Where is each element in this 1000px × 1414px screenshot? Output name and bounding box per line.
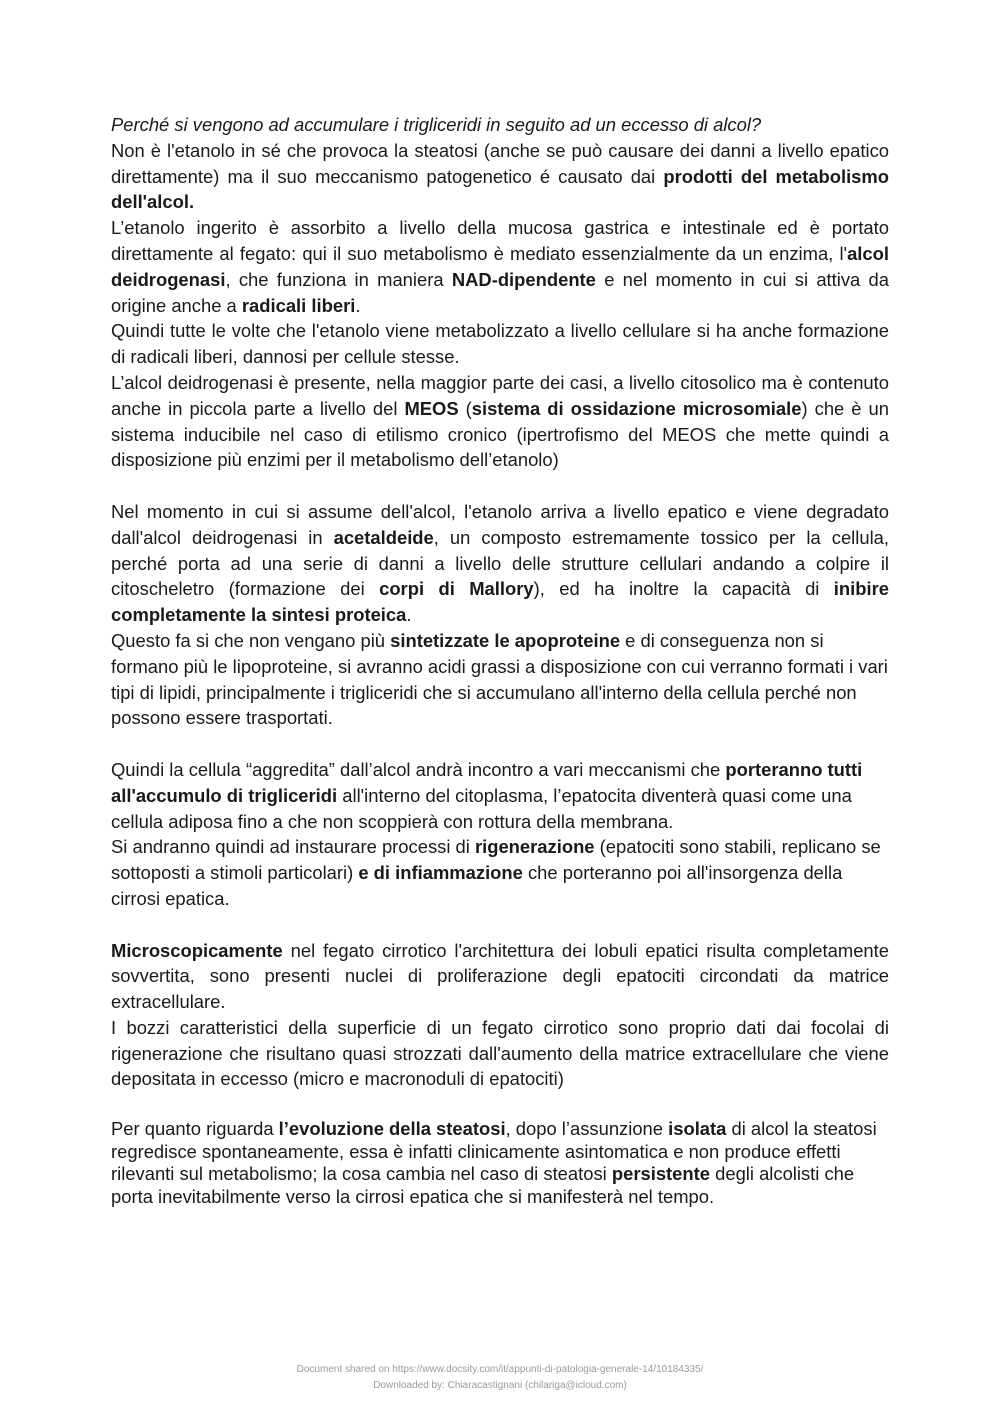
- text-run: .: [406, 604, 412, 626]
- paragraph-etanolo-assorbimento: [111, 215, 889, 318]
- document-body: [111, 112, 889, 1208]
- paragraph-accumulo-trigliceridi: [111, 757, 889, 834]
- bold-text: rigenerazione: [474, 836, 595, 858]
- text-run: ), ed ha inoltre la capacità di: [533, 578, 834, 600]
- paragraph-radicali-liberi: [111, 318, 889, 370]
- text-run: Nel momento in cui si assume dell'alcol, l'etanolo arriva a livello epatico e viene degradato dall'alcol deidrogenasi in: [111, 500, 889, 548]
- bold-text: persistente: [611, 1163, 710, 1185]
- footer-downloaded-by: Downloaded by: Chiaracastignani (chilariga@icloud.com): [373, 1380, 627, 1391]
- bold-text: sintetizzate le apoproteine: [390, 629, 621, 651]
- bold-text: isolata: [668, 1118, 727, 1140]
- text-run: , un composto estremamente tossico per la cellula, perché porta ad una serie di danni a livello delle strutture cellulari andando a colpire il citoscheletro (formazione dei: [111, 526, 889, 600]
- text-run: di alcol la steatosi regredisce spontaneamente, essa è infatti clinicamente asintomatica e non produce effetti rilevanti sul metabolismo; la cosa cambia nel caso di steatosi: [111, 1118, 877, 1185]
- text-run: L’etanolo ingerito è assorbito a livello della mucosa gastrica e intestinale ed è portato direttamente al fegato: qui il suo metabolismo è mediato essenzialmente da un enzima, l': [111, 217, 889, 264]
- bold-text: MEOS: [404, 397, 459, 419]
- bold-text: l’evoluzione della steatosi: [278, 1118, 506, 1140]
- bold-text: alcol deidrogenasi: [111, 242, 889, 290]
- text-run: Quindi la cellula “aggredita” dall’alcol andrà incontro a vari meccanismi che: [111, 758, 726, 780]
- text-run: ) che è un sistema inducibile nel caso di etilismo cronico (ipertrofismo del MEOS che mette quindi a disposizione più enzimi per il metabolismo dell’etanolo): [111, 397, 889, 471]
- bold-text: acetaldeide: [333, 526, 434, 548]
- question-text: Perché si vengono ad accumulare i trigliceridi in seguito ad un eccesso di alcol?: [111, 114, 762, 135]
- text-run: Non è l'etanolo in sé che provoca la steatosi (anche se può causare dei danni a livello epatico direttamente) ma il suo meccanismo patogenetico é causato dai: [111, 139, 889, 187]
- paragraph-evoluzione-steatosi: [111, 1118, 889, 1208]
- text-run: Si andranno quindi ad instaurare processi di: [111, 836, 475, 858]
- text-run: e nel momento in cui si attiva da origine anche a: [111, 268, 889, 316]
- text-run: , che funziona in maniera: [225, 268, 452, 290]
- text-run: (epatociti sono stabili, replicano se sottoposti a stimoli particolari): [111, 836, 881, 884]
- bold-text: e di infiammazione: [358, 862, 523, 884]
- paragraph-bozzi: [111, 1015, 889, 1092]
- bold-text: prodotti del metabolismo dell'alcol.: [111, 165, 889, 213]
- text-run: che porteranno poi all'insorgenza della cirrosi epatica.: [111, 862, 843, 909]
- paragraph-acetaldeide: [111, 499, 889, 628]
- text-run: .: [355, 294, 361, 316]
- paragraph-spacer: [111, 912, 889, 938]
- bold-text: sistema di ossidazione microsomiale: [471, 397, 802, 419]
- bold-text: NAD-dipendente: [451, 268, 596, 290]
- paragraph-meos: [111, 370, 889, 473]
- footer-shared-url: Document shared on https://www.docsity.com/it/appunti-di-patologia-generale-14/10184335/: [296, 1364, 704, 1375]
- paragraph-spacer: [111, 473, 889, 499]
- text-run: (: [458, 397, 472, 419]
- bold-text: porteranno tutti all'accumulo di trigliceridi: [111, 758, 863, 806]
- paragraph-spacer: [111, 1092, 889, 1118]
- paragraph-microscopicamente: [111, 938, 889, 1015]
- question-paragraph: [111, 112, 889, 138]
- paragraph-rigenerazione: [111, 834, 889, 911]
- text-run: e di conseguenza non si formano più le lipoproteine, si avranno acidi grassi a disposizione con cui verranno formati i vari tipi di lipidi, principalmente i trigliceridi che si accumulano all'interno della cellula perché non possono essere trasportati.: [111, 629, 888, 729]
- text-run: , dopo l’assunzione: [505, 1118, 669, 1140]
- text-run: Quindi tutte le volte che l'etanolo viene metabolizzato a livello cellulare si ha anche formazione di radicali liberi, dannosi per cellule stesse.: [111, 320, 889, 368]
- paragraph-steatosi-cause: [111, 138, 889, 215]
- text-run: all'interno del citoplasma, l’epatocita diventerà quasi come una cellula adiposa fino a che non scoppierà con rottura della membrana.: [111, 784, 852, 832]
- text-run: I bozzi caratteristici della superficie di un fegato cirrotico sono proprio dati dai focolai di rigenerazione che risultano quasi strozzati dall'aumento della matrice extracellulare che viene depositata in eccesso (micro e macronoduli di epatociti): [111, 1016, 889, 1090]
- bold-text: corpi di Mallory: [379, 578, 534, 600]
- paragraph-apoproteine: [111, 628, 889, 731]
- text-run: degli alcolisti che porta inevitabilmente verso la cirrosi epatica che si manifesterà nel tempo.: [111, 1163, 855, 1207]
- bold-text: inibire completamente la sintesi proteica: [111, 578, 889, 626]
- text-run: nel fegato cirrotico l'architettura dei lobuli epatici risulta completamente sovvertita, sono presenti nuclei di proliferazione degli epatociti circondati da matrice extracellulare.: [111, 939, 889, 1013]
- text-run: Questo fa si che non vengano più: [111, 629, 391, 651]
- bold-text: radicali liberi: [241, 294, 356, 316]
- text-run: L’alcol deidrogenasi è presente, nella maggior parte dei casi, a livello citosolico ma è contenuto anche in piccola parte a livello del: [111, 371, 889, 419]
- text-run: Per quanto riguarda: [111, 1118, 279, 1140]
- bold-text: Microscopicamente: [111, 939, 283, 961]
- paragraph-spacer: [111, 731, 889, 757]
